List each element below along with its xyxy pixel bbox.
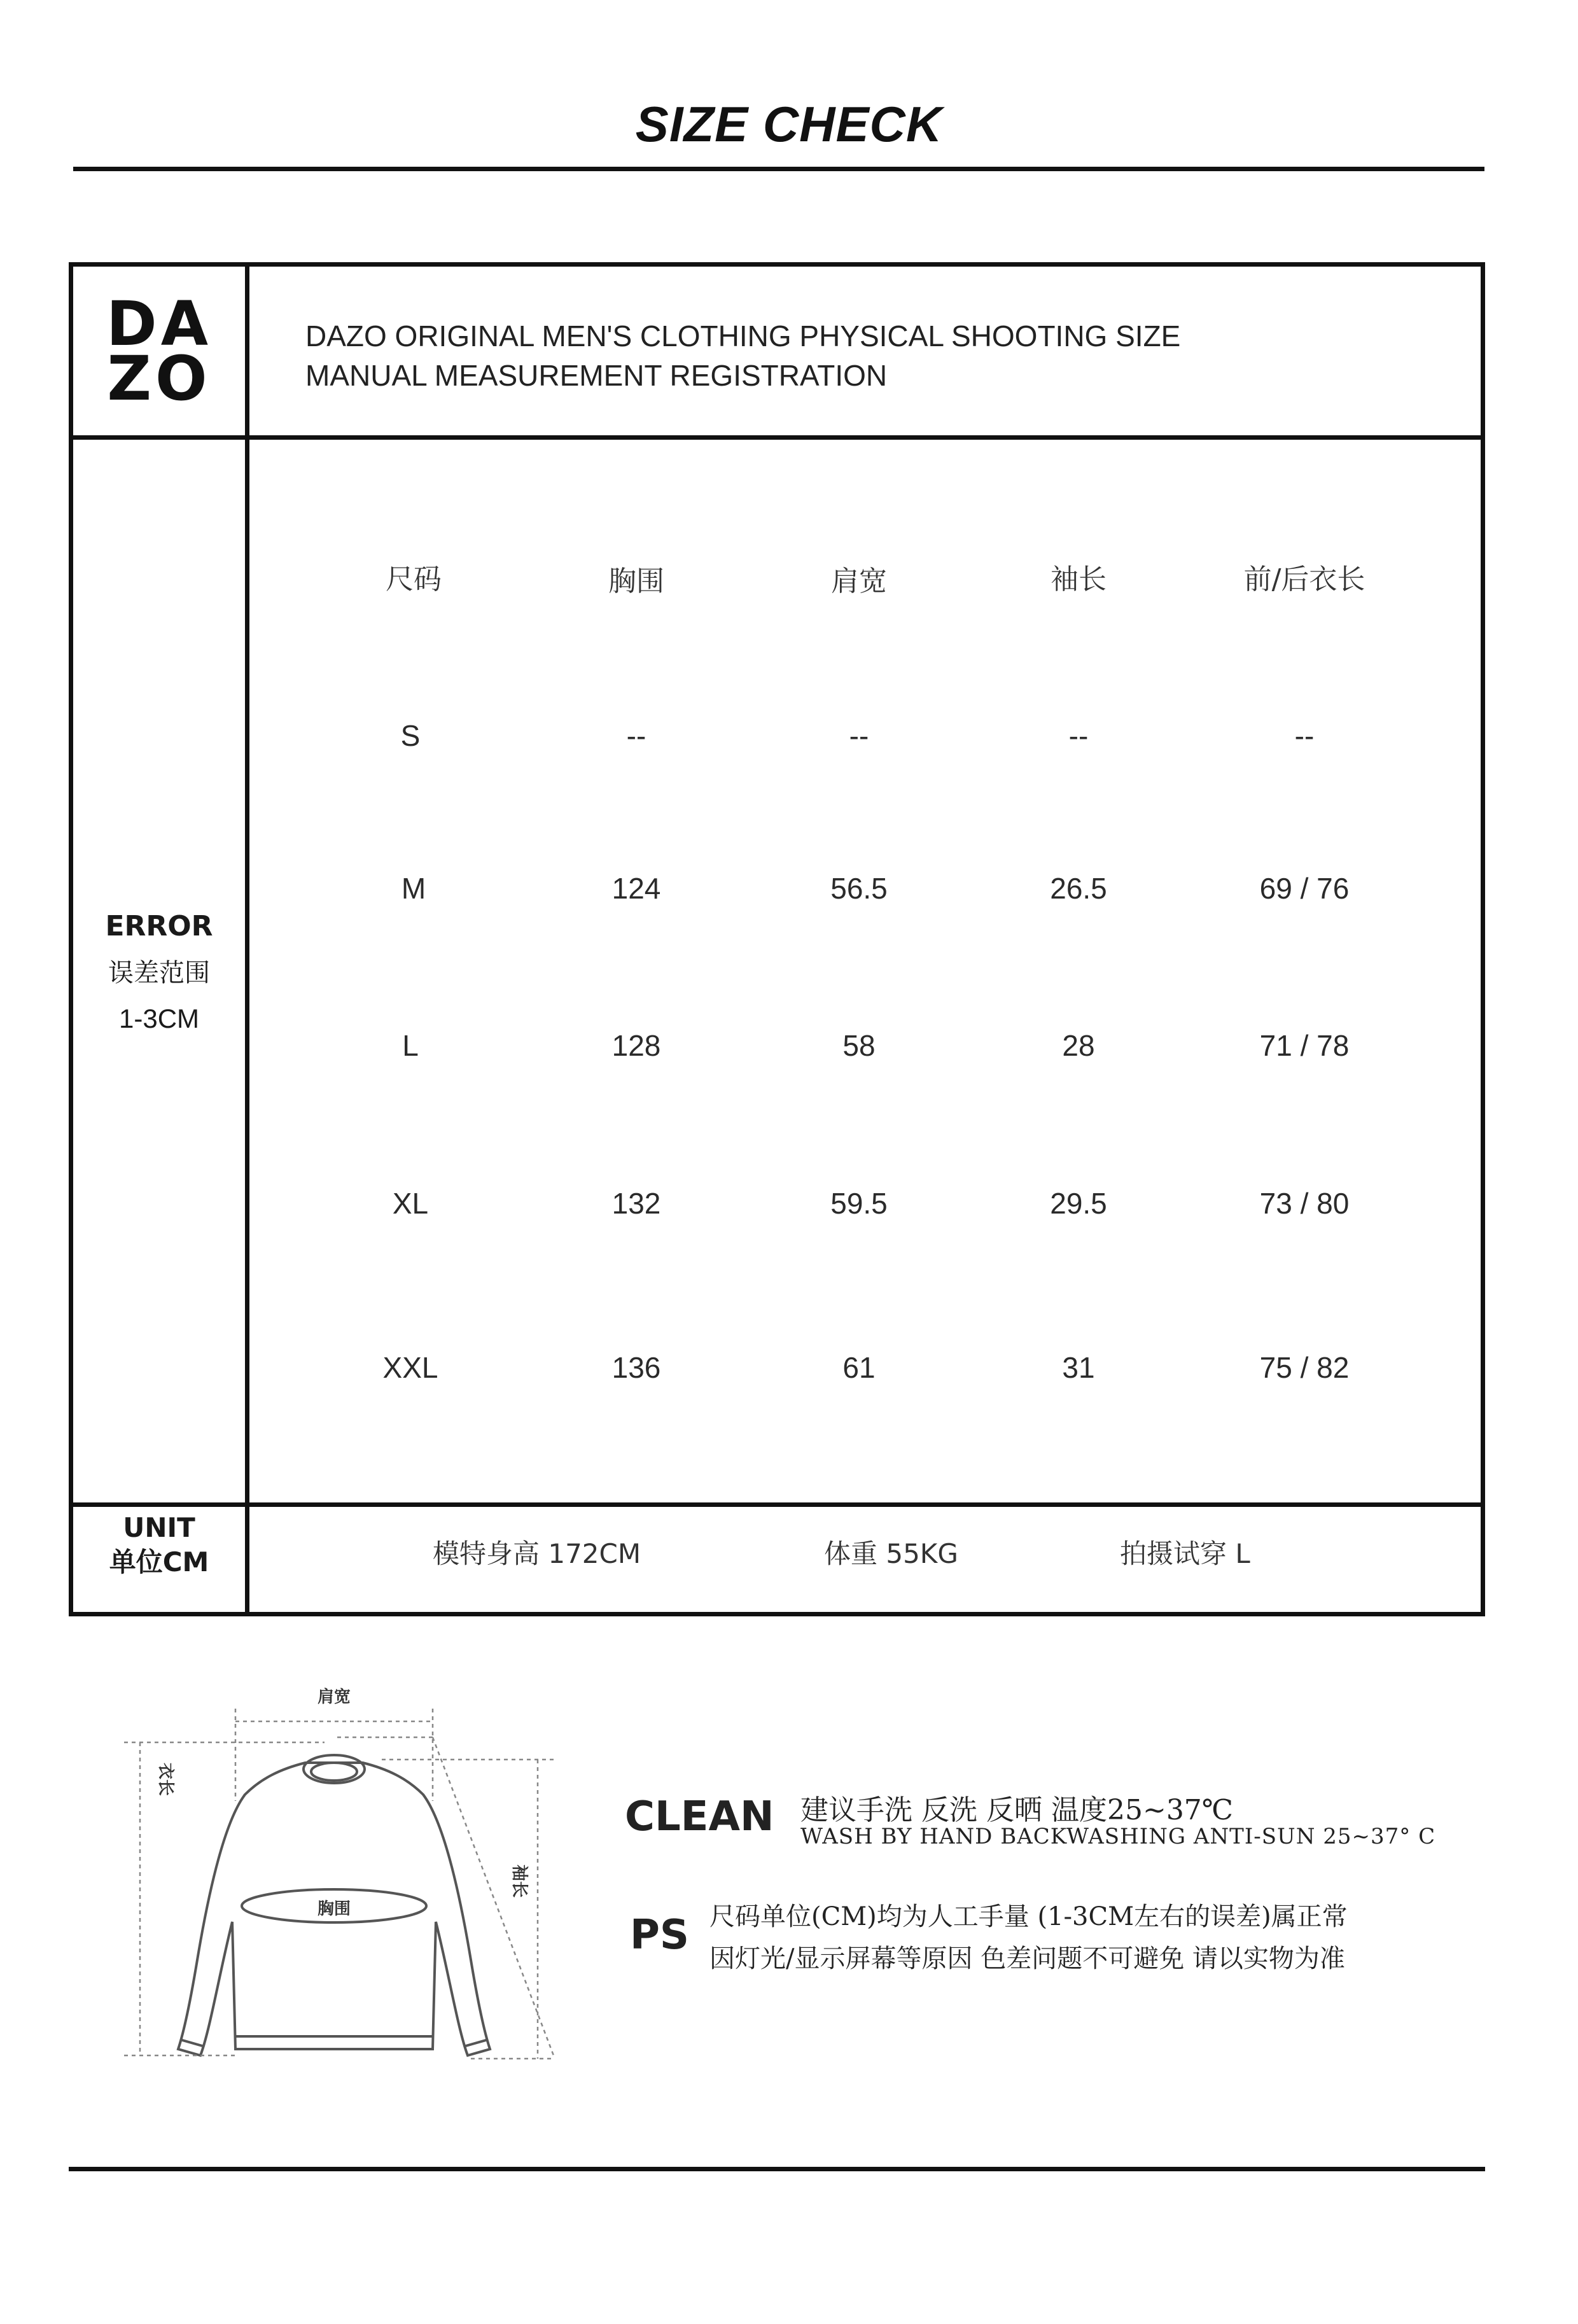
table-cell: --	[1294, 719, 1315, 752]
error-label: ERROR	[105, 910, 213, 942]
table-cell: L	[402, 1029, 419, 1062]
table-cell: 31	[1062, 1351, 1095, 1384]
clean-instruction-en: WASH BY HAND BACKWASHING ANTI-SUN 25~37° C	[800, 1824, 1436, 1849]
table-cell: 73 / 80	[1259, 1187, 1350, 1220]
error-range: 1-3CM	[118, 1004, 200, 1033]
table-cell: 59.5	[830, 1187, 888, 1220]
unit-label: UNIT	[123, 1512, 195, 1543]
table-cell: XXL	[382, 1351, 438, 1384]
table-cell: M	[401, 872, 426, 905]
ps-label: PS	[630, 1912, 689, 1959]
table-cell: 124	[611, 872, 661, 905]
garment-diagram	[115, 1674, 573, 2068]
table-cell: 71 / 78	[1259, 1029, 1350, 1062]
header-line-1: DAZO ORIGINAL MEN'S CLOTHING PHYSICAL SHOOTING SIZE	[305, 319, 1181, 353]
diagram-label-chest: 胸围	[317, 1900, 351, 1919]
error-label-zh: 误差范围	[108, 958, 210, 988]
column-header-length: 前/后衣长	[1243, 563, 1365, 596]
table-cell: S	[400, 719, 421, 752]
table-cell: 29.5	[1050, 1187, 1107, 1220]
table-cell: 61	[842, 1351, 876, 1384]
column-header-size: 尺码	[386, 563, 442, 596]
diagram-label-shoulder: 肩宽	[317, 1688, 351, 1707]
page-title: SIZE CHECK	[635, 96, 943, 152]
ps-note-line-2: 因灯光/显示屏幕等原因 色差问题不可避免 请以实物为准	[709, 1944, 1345, 1973]
table-cell: 132	[611, 1187, 661, 1220]
table-cell: 26.5	[1050, 872, 1107, 905]
table-cell: 58	[842, 1029, 876, 1062]
diagram-label-length: 衣长	[156, 1763, 175, 1796]
bottom-divider	[69, 2167, 1485, 2171]
table-cell: 69 / 76	[1259, 872, 1350, 905]
column-header-sleeve: 袖长	[1051, 563, 1107, 596]
table-cell: --	[849, 719, 869, 752]
table-cell: 28	[1062, 1029, 1095, 1062]
table-cell: 128	[611, 1029, 661, 1062]
logo-line-2: ZO	[107, 342, 211, 414]
model-height: 模特身高 172CM	[433, 1538, 641, 1569]
logo-line-1: DA	[106, 288, 212, 360]
clean-instruction-zh: 建议手洗 反洗 反晒 温度25~37℃	[800, 1794, 1234, 1826]
table-cell: XL	[392, 1187, 429, 1220]
top-divider	[73, 167, 1484, 171]
size-chart-frame	[69, 262, 1485, 1616]
diagram-label-sleeve: 袖长	[510, 1865, 529, 1898]
unit-label-zh: 单位CM	[109, 1546, 209, 1578]
table-cell: --	[1068, 719, 1089, 752]
model-weight: 体重 55KG	[824, 1538, 958, 1569]
table-cell: --	[626, 719, 646, 752]
column-header-chest: 胸围	[608, 565, 664, 598]
clean-label: CLEAN	[625, 1793, 774, 1840]
model-size-worn: 拍摄试穿 L	[1120, 1538, 1250, 1569]
table-cell: 75 / 82	[1259, 1351, 1350, 1384]
column-header-shoulder: 肩宽	[831, 565, 887, 598]
header-line-2: MANUAL MEASUREMENT REGISTRATION	[305, 359, 888, 392]
table-cell: 56.5	[830, 872, 888, 905]
ps-note-line-1: 尺码单位(CM)均为人工手量 (1-3CM左右的误差)属正常	[709, 1902, 1348, 1931]
table-cell: 136	[611, 1351, 661, 1384]
size-table	[73, 267, 1481, 1612]
